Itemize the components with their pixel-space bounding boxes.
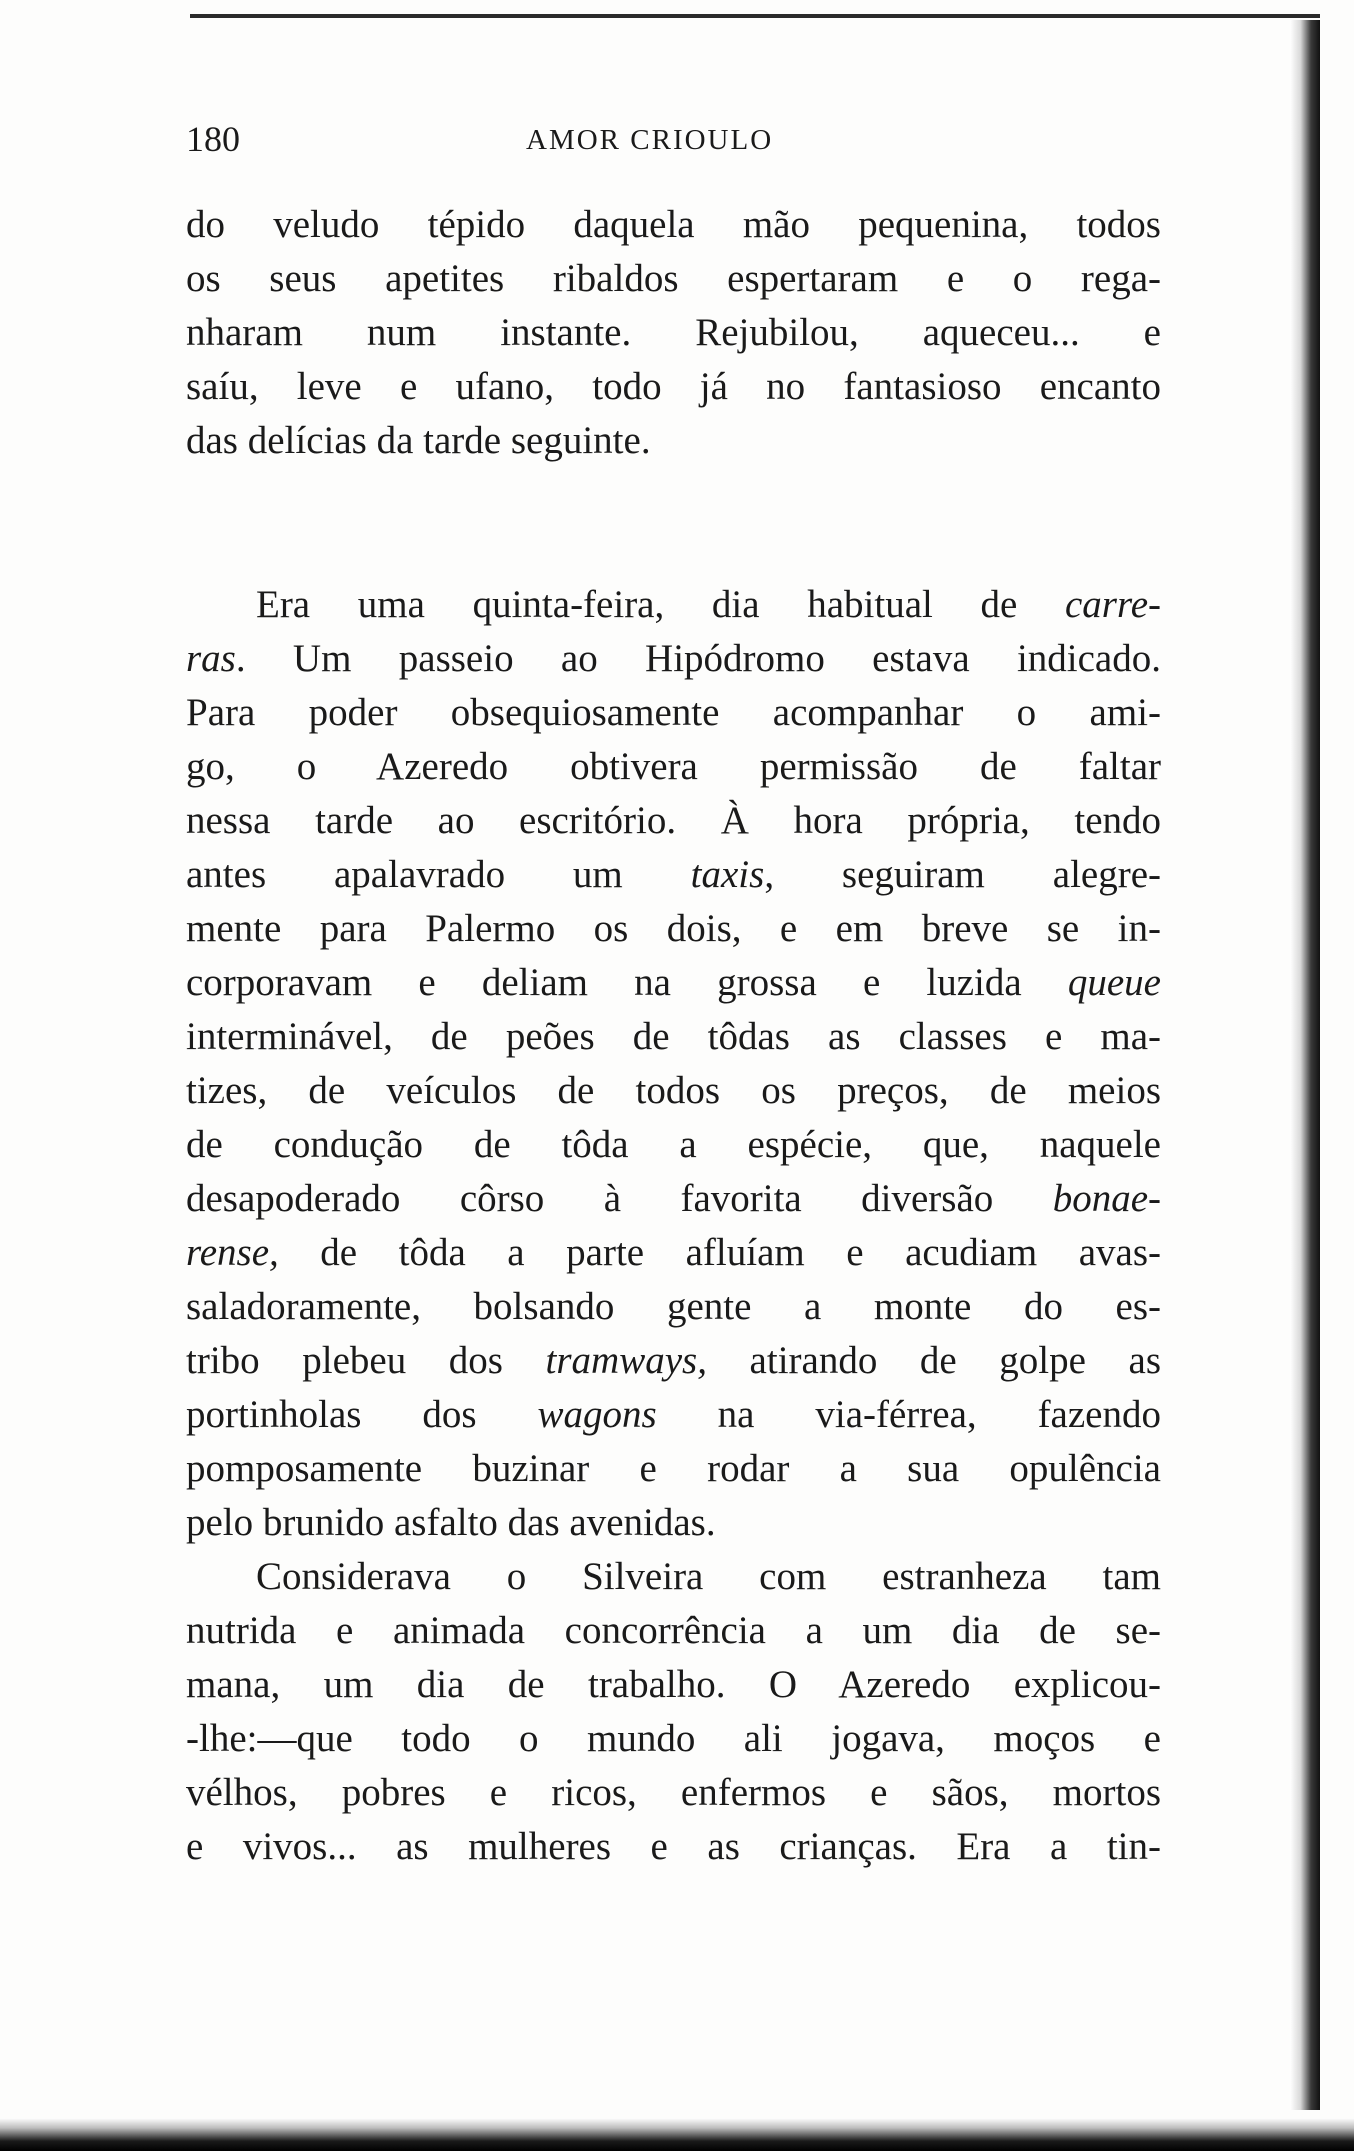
text-line: vélhos, pobres e ricos, enfermos e sãos, mortos xyxy=(186,1771,1161,1814)
running-head: AMOR CRIOULO xyxy=(526,124,774,156)
page-header xyxy=(186,118,1166,168)
section-break xyxy=(186,468,1161,578)
text-line: do veludo tépido daquela mão pequenina, todos xyxy=(186,203,1161,246)
text-line: nharam num instante. Rejubilou, aqueceu... e xyxy=(186,311,1161,354)
text-line: tribo plebeu dos tramways, atirando de golpe as xyxy=(186,1339,1161,1382)
body-text xyxy=(186,198,1161,1874)
text-line: nutrida e animada concorrência a um dia de se- xyxy=(186,1609,1161,1652)
text-line: ras. Um passeio ao Hipódromo estava indicado. xyxy=(186,637,1161,680)
text-line: tizes, de veículos de todos os preços, de meios xyxy=(186,1069,1161,1112)
text-line: antes apalavrado um taxis, seguiram alegre- xyxy=(186,853,1161,896)
text-line: mente para Palermo os dois, e em breve se in- xyxy=(186,907,1161,950)
text-line: Considerava o Silveira com estranheza tam xyxy=(256,1555,1161,1598)
text-line: mana, um dia de trabalho. O Azeredo explicou- xyxy=(186,1663,1161,1706)
text-line: desapoderado côrso à favorita diversão bonae- xyxy=(186,1177,1161,1220)
text-line: rense, de tôda a parte afluíam e acudiam avas- xyxy=(186,1231,1161,1274)
text-line: Era uma quinta-feira, dia habitual de carre- xyxy=(256,583,1161,626)
text-line: nessa tarde ao escritório. À hora própria, tendo xyxy=(186,799,1161,842)
text-line: das delícias da tarde seguinte. xyxy=(186,419,651,462)
text-line: pelo brunido asfalto das avenidas. xyxy=(186,1501,716,1544)
text-line: de condução de tôda a espécie, que, naquele xyxy=(186,1123,1161,1166)
text-line: e vivos... as mulheres e as crianças. Era a tin- xyxy=(186,1825,1161,1868)
text-line: portinholas dos wagons na via-férrea, fazendo xyxy=(186,1393,1161,1436)
text-line: Para poder obsequiosamente acompanhar o ami- xyxy=(186,691,1161,734)
right-edge-shadow xyxy=(1290,20,1320,2110)
text-line: saladoramente, bolsando gente a monte do es- xyxy=(186,1285,1161,1328)
bottom-edge-shadow xyxy=(0,2118,1354,2151)
text-line: os seus apetites ribaldos espertaram e o rega- xyxy=(186,257,1161,300)
text-line: -lhe:—que todo o mundo ali jogava, moços e xyxy=(186,1717,1161,1760)
top-edge-shadow xyxy=(190,14,1320,18)
text-line: saíu, leve e ufano, todo já no fantasioso encanto xyxy=(186,365,1161,408)
page-number: 180 xyxy=(186,119,240,159)
text-line: go, o Azeredo obtivera permissão de faltar xyxy=(186,745,1161,788)
text-line: pomposamente buzinar e rodar a sua opulência xyxy=(186,1447,1161,1490)
text-line: interminável, de peões de tôdas as classes e ma- xyxy=(186,1015,1161,1058)
text-line: corporavam e deliam na grossa e luzida queue xyxy=(186,961,1161,1004)
